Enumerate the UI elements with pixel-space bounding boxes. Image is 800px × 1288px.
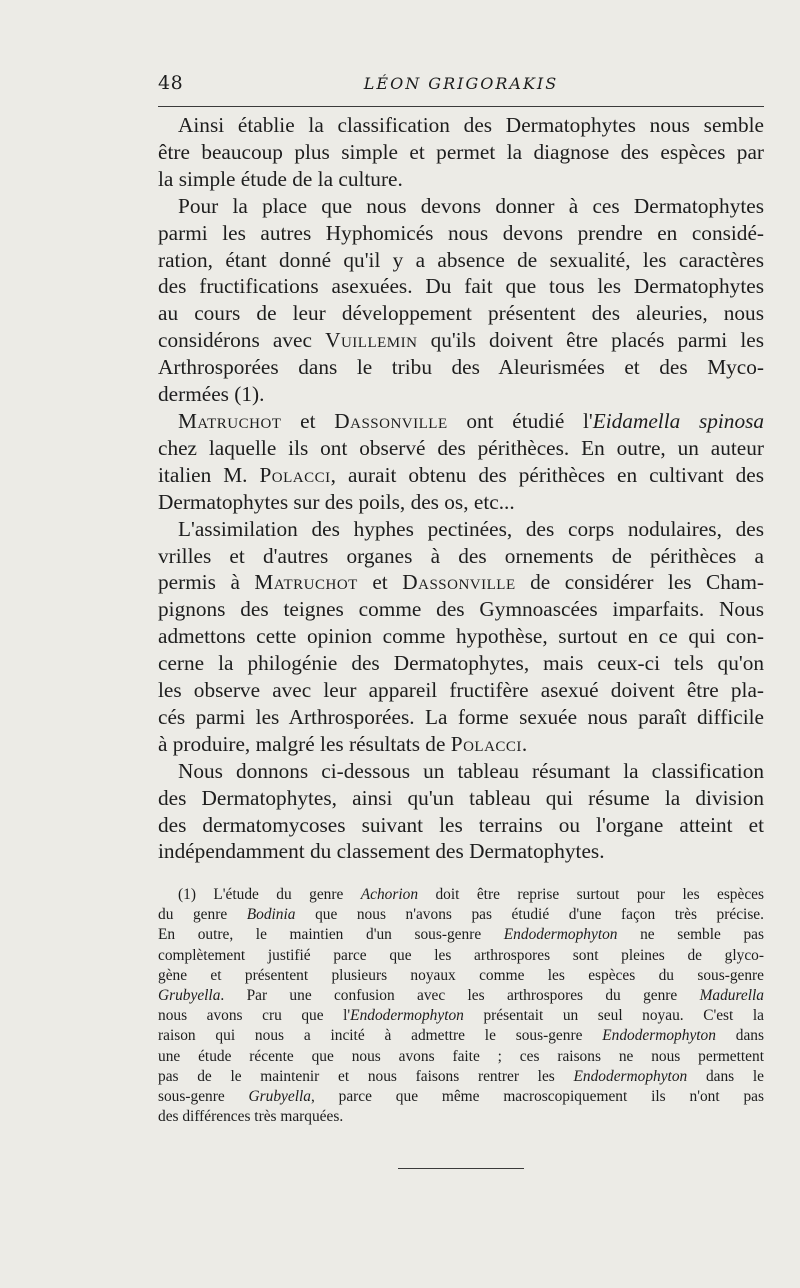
text-line: cés parmi les Arthrosporées. La forme sexuée nous paraît difficile bbox=[158, 704, 764, 729]
author-name: Polacci bbox=[450, 731, 522, 756]
footnote-line: complètement justifié parce que les arthrospores sont pleines de glyco- bbox=[158, 946, 764, 964]
genus-name: Endodermophyton bbox=[602, 1027, 716, 1045]
text-line: cerne la philogénie des Dermatophytes, mais ceux-ci tels qu'on bbox=[158, 651, 764, 676]
bottom-rule bbox=[398, 1168, 524, 1169]
text-line bbox=[158, 327, 764, 354]
text-line: Nous donnons ci-dessous un tableau résumant la classification bbox=[178, 758, 764, 783]
genus-name: Grubyella bbox=[248, 1088, 311, 1106]
text-segment: présentait un seul noyau. C'est la bbox=[483, 1007, 764, 1025]
footnote-line: gène et présentent plusieurs noyaux comme les espèces du sous-genre bbox=[158, 966, 764, 984]
text-segment: ont étudié l' bbox=[466, 408, 593, 433]
text-segment: italien M. bbox=[158, 462, 248, 487]
text-segment: du genre bbox=[158, 906, 228, 924]
footnote-line: des différences très marquées. bbox=[158, 1108, 344, 1126]
genus-name: Madurella bbox=[699, 987, 764, 1005]
author-name: Vuillemin bbox=[325, 328, 418, 353]
text-line bbox=[158, 462, 764, 489]
text-segment: sous-genre bbox=[158, 1088, 225, 1106]
text-line: être beaucoup plus simple et permet la diagnose des espèces par bbox=[158, 139, 764, 164]
genus-name: Achorion bbox=[360, 886, 419, 903]
text-line: parmi les autres Hyphomicés nous devons prendre en considé- bbox=[158, 220, 764, 245]
text-segment: , aurait obtenu des périthèces en cultivant des bbox=[330, 462, 764, 487]
footnote bbox=[158, 885, 764, 1127]
footnote-line: une étude récente que nous avons faite ; ces raisons ne nous permettent bbox=[158, 1047, 764, 1065]
text-line: indépendamment du classement des Dermatophytes. bbox=[158, 839, 605, 864]
text-segment: considérons avec bbox=[158, 328, 312, 353]
genus-name: Grubyella bbox=[158, 987, 221, 1005]
page-number: 48 bbox=[158, 72, 184, 94]
text-line: dermées (1). bbox=[158, 382, 265, 407]
text-segment: raison qui nous a incité à admettre le sous-genre bbox=[158, 1027, 583, 1045]
main-text bbox=[158, 112, 764, 865]
text-segment: nous avons cru que l' bbox=[158, 1007, 351, 1025]
page-header bbox=[158, 72, 764, 100]
genus-name: Endodermophyton bbox=[503, 926, 618, 944]
footnote-line bbox=[158, 925, 764, 945]
text-segment: qu'ils doivent être placés parmi les bbox=[430, 328, 765, 353]
text-segment: que nous n'avons pas étudié d'une façon très précise. bbox=[315, 906, 764, 924]
text-segment: et bbox=[300, 408, 316, 433]
text-segment: doit être reprise surtout pour les espèces bbox=[435, 886, 764, 903]
author-name: Dassonville bbox=[402, 570, 516, 595]
genus-name: Endodermophyton bbox=[350, 1007, 464, 1025]
text-segment: dans le bbox=[705, 1067, 764, 1085]
text-segment: dans bbox=[735, 1027, 764, 1045]
footnote-line bbox=[158, 986, 764, 1006]
text-line bbox=[158, 408, 764, 435]
text-segment: . bbox=[521, 731, 528, 756]
text-line: Pour la place que nous devons donner à ces Dermatophytes bbox=[178, 193, 764, 218]
text-segment: . Par une confusion avec les arthrospores du genre bbox=[220, 987, 678, 1005]
species-name: Eidamella spinosa bbox=[592, 408, 765, 433]
text-segment: ne semble pas bbox=[640, 926, 764, 944]
text-line: ration, étant donné qu'il y a absence de sexualité, les caractères bbox=[158, 247, 764, 272]
text-line: chez laquelle ils ont observé des périthèces. En outre, un auteur bbox=[158, 435, 764, 460]
text-segment: (1) L'étude du genre bbox=[178, 886, 344, 903]
author-name: Matruchot bbox=[178, 408, 282, 433]
text-line bbox=[158, 731, 764, 758]
footnote-line bbox=[158, 905, 764, 925]
text-segment: , parce que même macroscopiquement ils n'ont pas bbox=[310, 1088, 764, 1106]
genus-name: Endodermophyton bbox=[573, 1067, 688, 1085]
text-line: Arthrosporées dans le tribu des Aleurismées et des Myco- bbox=[158, 355, 764, 380]
footnote-line bbox=[158, 1067, 764, 1087]
text-line bbox=[158, 569, 764, 596]
author-name: Polacci bbox=[259, 462, 331, 487]
text-segment: à produire, malgré les résultats de bbox=[158, 731, 446, 756]
text-segment: pas de le maintenir et nous faisons rentrer les bbox=[158, 1067, 555, 1085]
text-segment: En outre, le maintien d'un sous-genre bbox=[158, 926, 482, 944]
text-line: des Dermatophytes, ainsi qu'un tableau qui résume la division bbox=[158, 785, 764, 810]
text-segment: de considérer les Cham- bbox=[530, 570, 765, 595]
genus-name: Bodinia bbox=[246, 906, 296, 924]
text-line: la simple étude de la culture. bbox=[158, 166, 403, 191]
running-title: LÉON GRIGORAKIS bbox=[363, 74, 559, 93]
text-line: Ainsi établie la classification des Dermatophytes nous semble bbox=[178, 113, 764, 137]
text-line: des dermatomycoses suivant les terrains ou l'organe atteint et bbox=[158, 812, 764, 837]
footnote-line bbox=[158, 1006, 764, 1026]
text-line: des fructifications asexuées. Du fait que tous les Dermatophytes bbox=[158, 274, 764, 299]
author-name: Dassonville bbox=[334, 408, 448, 433]
text-line: les observe avec leur appareil fructifère asexué doivent être pla- bbox=[158, 678, 764, 703]
text-line: admettons cette opinion comme hypothèse, surtout en ce qui con- bbox=[158, 624, 764, 649]
footnote-line bbox=[158, 885, 764, 905]
author-name: Matruchot bbox=[254, 570, 358, 595]
text-segment: et bbox=[372, 570, 388, 595]
header-rule bbox=[158, 106, 764, 107]
footnote-line bbox=[158, 1087, 764, 1107]
text-line: pignons des teignes comme des Gymnoascées imparfaits. Nous bbox=[158, 597, 764, 622]
text-line: vrilles et d'autres organes à des ornements de périthèces a bbox=[158, 543, 764, 568]
text-line: Dermatophytes sur des poils, des os, etc... bbox=[158, 489, 515, 514]
text-line: au cours de leur développement présentent des aleuries, nous bbox=[158, 301, 764, 326]
text-segment: permis à bbox=[158, 570, 240, 595]
text-line: L'assimilation des hyphes pectinées, des corps nodulaires, des bbox=[178, 516, 764, 541]
footnote-line bbox=[158, 1026, 764, 1046]
